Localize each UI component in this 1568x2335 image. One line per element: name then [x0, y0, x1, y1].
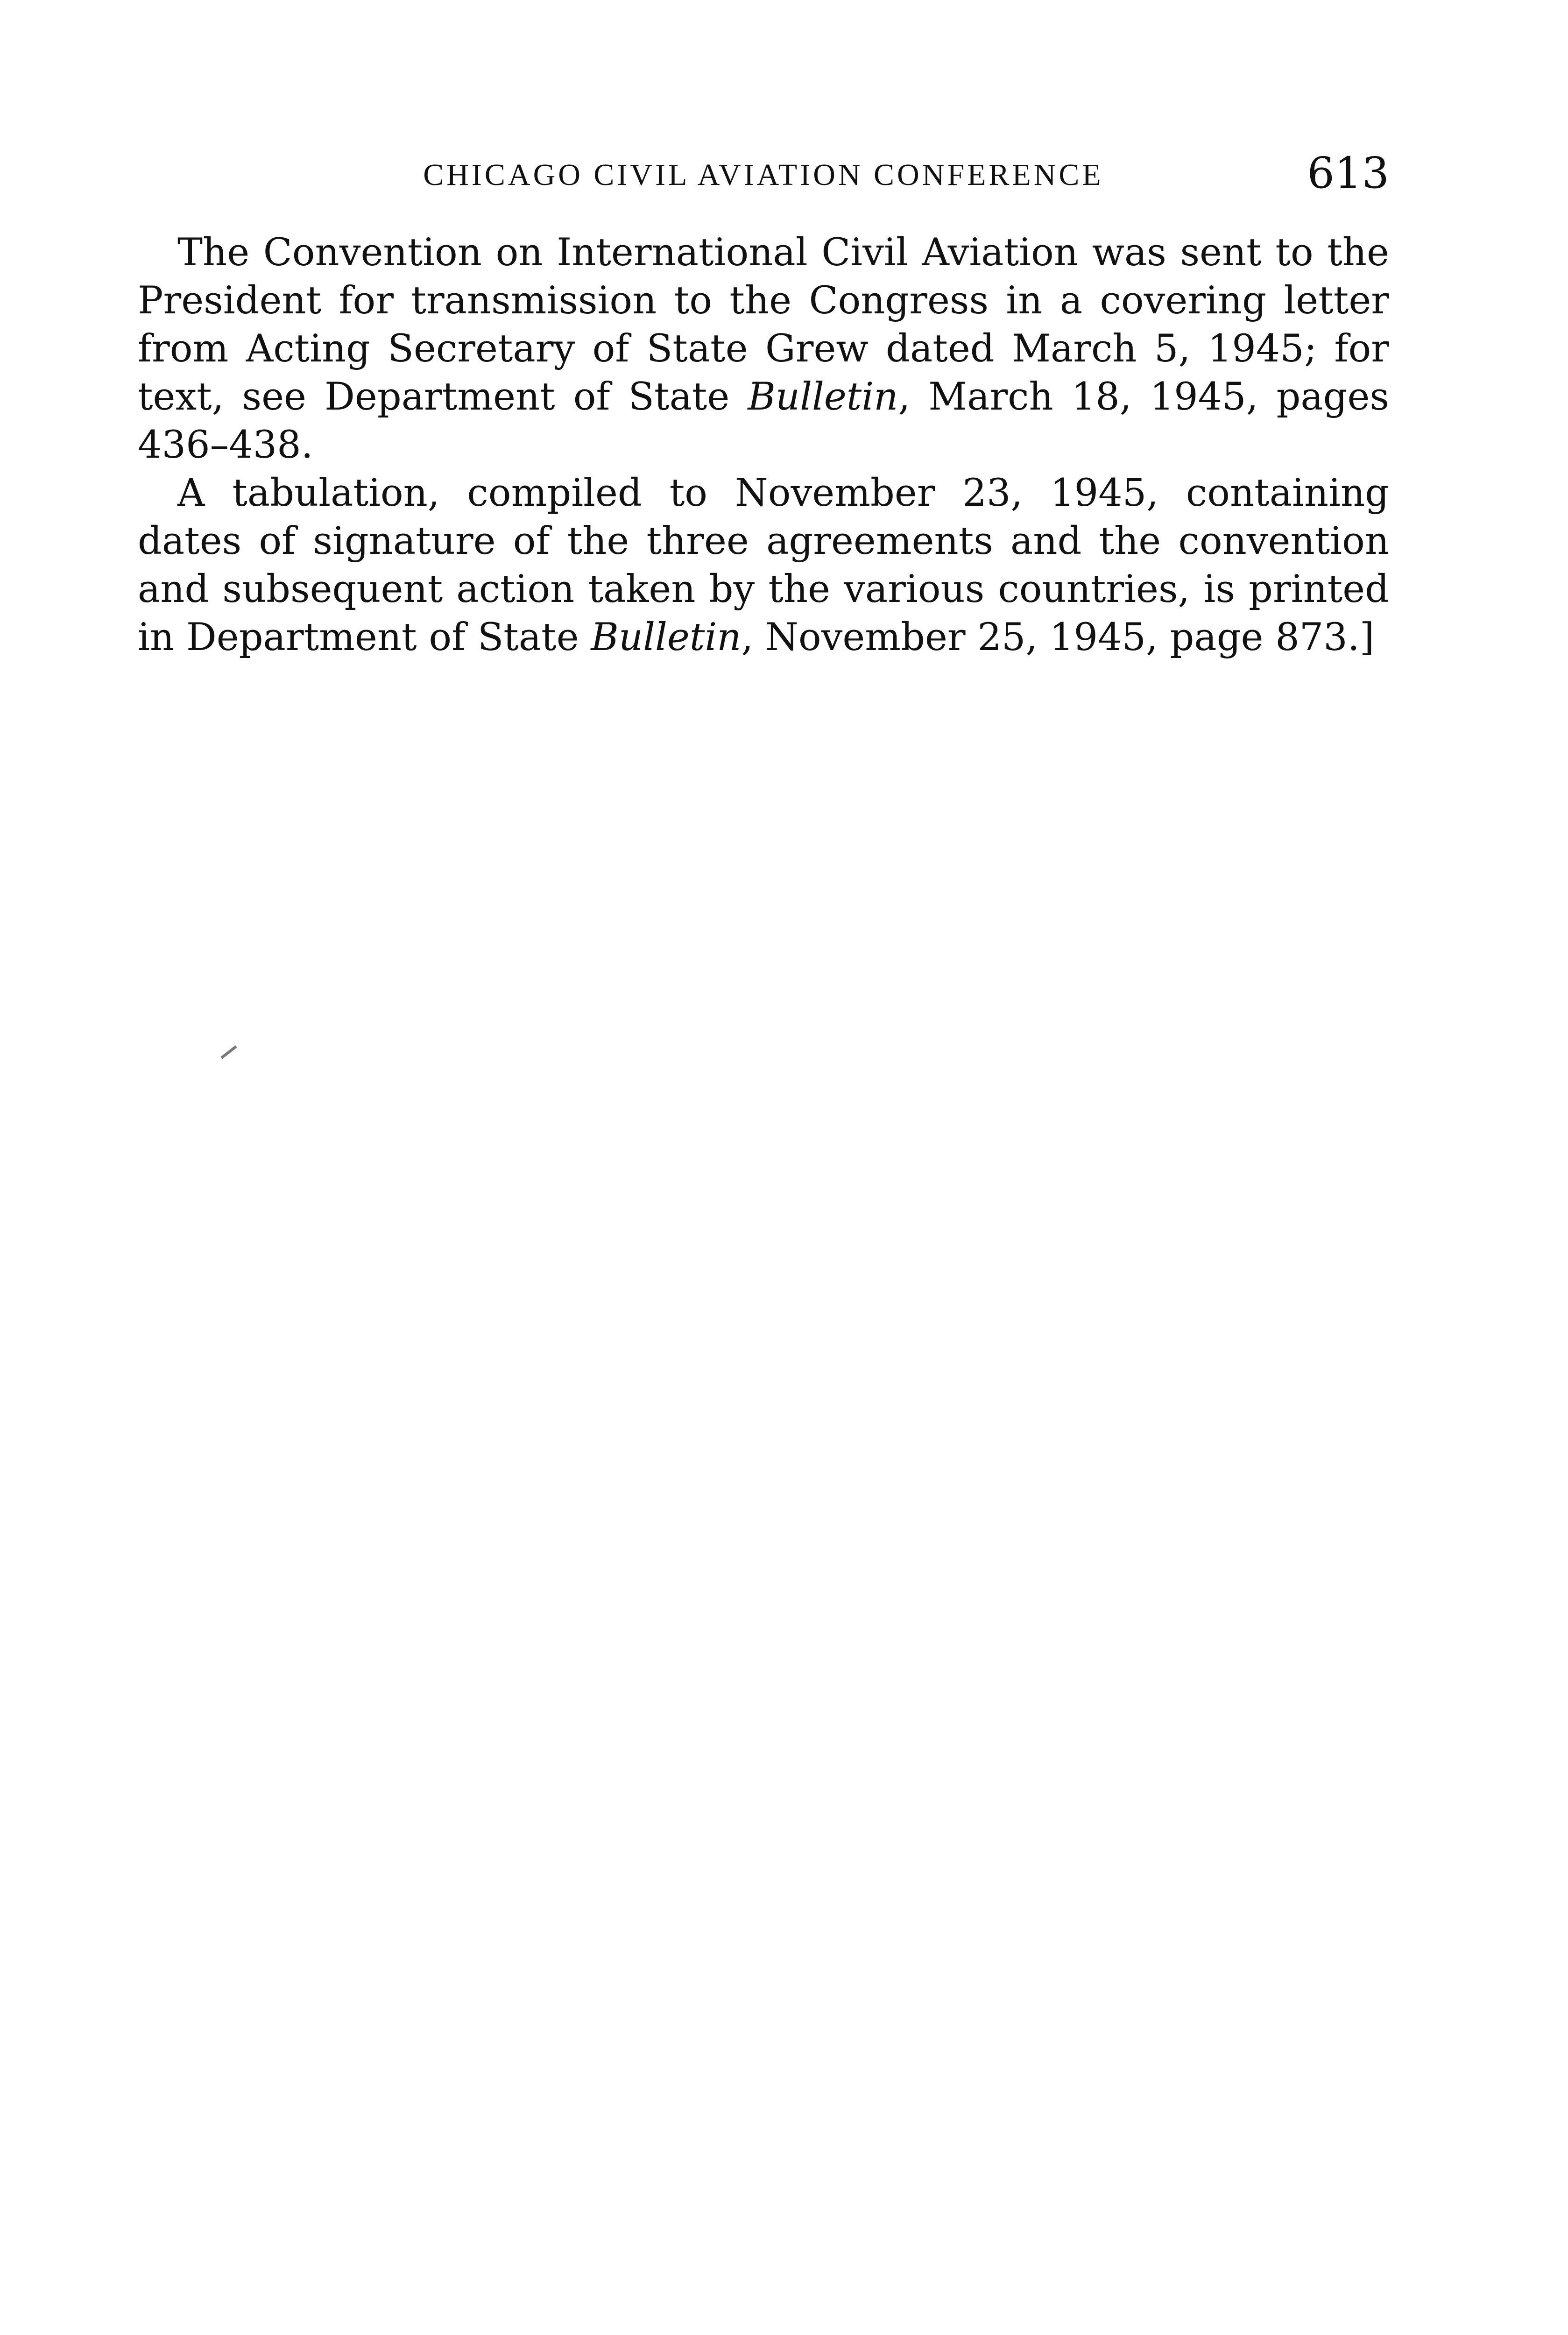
running-head: CHICAGO CIVIL AVIATION CONFERENCE [423, 158, 1104, 192]
publication-title: Bulletin [591, 616, 742, 659]
paragraph-convention-transmittal [138, 229, 1389, 469]
body-text [138, 229, 1389, 662]
paragraph-text: , November 25, 1945, page 873.] [741, 616, 1375, 659]
page-number: 613 [1307, 148, 1389, 198]
publication-title: Bulletin [748, 375, 898, 419]
scan-mark [220, 1045, 237, 1059]
page-header [138, 148, 1389, 198]
paragraph-text: A tabulation, compiled to November 23, 1945, containing dates of signature of the three agreements and the convention and subsequent action taken by the various countries, is printed in Department of State [138, 471, 1389, 659]
paragraph-text: , March 18, 1945, pages 436–438. [138, 375, 1389, 467]
paragraph-tabulation [138, 469, 1389, 662]
paragraph-text: The Convention on International Civil Aviation was sent to the President for transmission to the Congress in a covering letter from Acting Secretary of State Grew dated March 5, 1945; for text, see Department of State [138, 231, 1389, 419]
